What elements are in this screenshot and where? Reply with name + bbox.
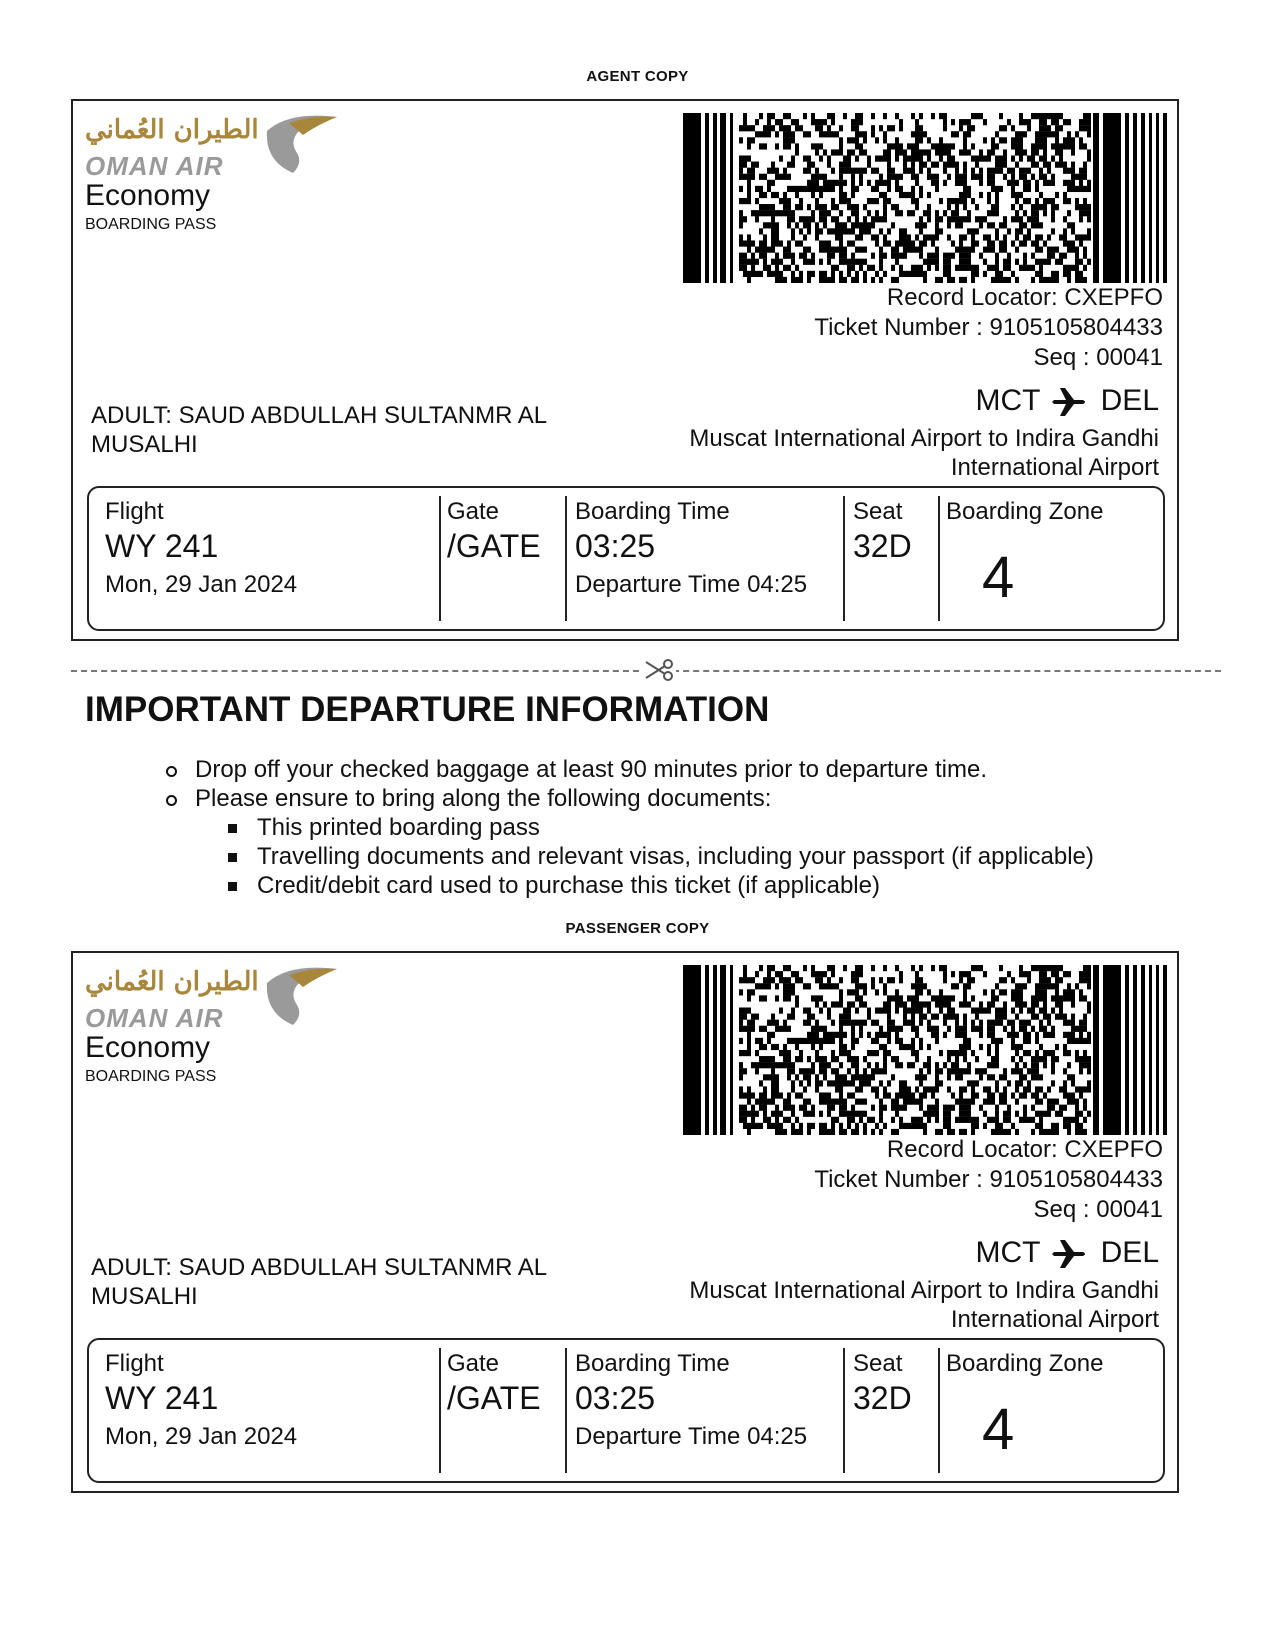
seat-value: 32D [853,528,912,564]
logo-english-text: OMAN AIR [85,1003,224,1033]
document-item: This printed boarding pass [257,813,1094,842]
info-item-text: Please ensure to bring along the following documents: [195,785,772,812]
boarding-column [565,496,807,621]
boarding-zone-value: 4 [982,1397,1015,1462]
boarding-zone-label: Boarding Zone [946,1350,1104,1377]
origin-code: MCT [975,1236,1040,1269]
flight-details-box [87,1338,1165,1483]
departure-time: Departure Time 04:25 [575,571,808,598]
airplane-icon [1052,387,1088,417]
gate-column [439,496,541,621]
seat-label: Seat [853,498,903,525]
gate-value: /GATE [447,1380,541,1416]
agent-copy-label: AGENT COPY [586,68,689,85]
flight-details-box [87,486,1165,631]
info-item [195,784,1094,900]
boarding-time-label: Boarding Time [575,498,730,525]
gate-value: /GATE [447,528,541,564]
gate-column [439,1348,541,1473]
boarding-zone-label: Boarding Zone [946,498,1104,525]
document-type: BOARDING PASS [85,216,217,233]
logo-english-text: OMAN AIR [85,151,224,181]
seat-label: Seat [853,1350,903,1377]
route-description: Muscat International Airport to Indira Gandhi International Airport [689,1277,1159,1333]
oman-air-logo [85,963,335,1033]
seat-column [843,1348,912,1473]
sequence-number: Seq : 00041 [1033,1196,1163,1223]
scissors-icon [642,658,676,682]
flight-label: Flight [105,498,164,525]
flight-date: Mon, 29 Jan 2024 [105,1423,298,1450]
flight-date: Mon, 29 Jan 2024 [105,571,298,598]
oman-air-wing-icon [259,963,339,1027]
ticket-number: Ticket Number : 9105105804433 [814,314,1163,341]
departure-time: Departure Time 04:25 [575,1423,808,1450]
flight-number: WY 241 [105,528,219,564]
document-type: BOARDING PASS [85,1068,217,1085]
logo-arabic-text: الطيران العُماني [85,967,259,997]
boarding-zone-column [938,496,1166,621]
flight-label: Flight [105,1350,164,1377]
seat-column [843,496,912,621]
passenger-copy-label: PASSENGER COPY [565,920,710,937]
airplane-icon [1052,1239,1088,1269]
boarding-time-label: Boarding Time [575,1350,730,1377]
route [976,384,1160,418]
destination-code: DEL [1100,1236,1159,1269]
flight-column [105,496,297,621]
record-locator: Record Locator: CXEPFO [886,284,1163,311]
oman-air-logo [85,111,335,181]
logo-arabic-text: الطيران العُماني [85,115,259,145]
origin-code: MCT [975,384,1040,417]
boarding-pass-passenger [71,951,1179,1493]
oman-air-wing-icon [259,111,339,175]
destination-code: DEL [1100,384,1159,417]
flight-column [105,1348,297,1473]
passenger-name: ADULT: SAUD ABDULLAH SULTANMR AL MUSALHI [91,1254,547,1310]
route [976,1236,1160,1270]
cabin-class: Economy [85,179,211,212]
document-item: Travelling documents and relevant visas, including your passport (if applicable) [257,843,1094,870]
boarding-zone-column [938,1348,1166,1473]
pdf417-barcode-icon [683,965,1167,1135]
ticket-number: Ticket Number : 9105105804433 [814,1166,1163,1193]
gate-label: Gate [447,498,500,525]
document-item: Credit/debit card used to purchase this ticket (if applicable) [257,871,1094,900]
boarding-pass-agent [71,99,1179,641]
boarding-time: 03:25 [575,1380,656,1416]
passenger-name: ADULT: SAUD ABDULLAH SULTANMR AL MUSALHI [91,402,547,458]
route-description: Muscat International Airport to Indira Gandhi International Airport [689,425,1159,481]
sequence-number: Seq : 00041 [1033,344,1163,371]
info-list [150,755,1094,900]
boarding-zone-value: 4 [982,545,1015,610]
documents-list [195,813,1094,900]
boarding-time: 03:25 [575,528,656,564]
pdf417-barcode-icon [683,113,1167,283]
cabin-class: Economy [85,1031,211,1064]
seat-value: 32D [853,1380,912,1416]
info-item: Drop off your checked baggage at least 90 minutes prior to departure time. [195,755,1094,784]
record-locator: Record Locator: CXEPFO [886,1136,1163,1163]
gate-label: Gate [447,1350,500,1377]
flight-number: WY 241 [105,1380,219,1416]
info-title: IMPORTANT DEPARTURE INFORMATION [85,690,770,729]
boarding-column [565,1348,807,1473]
